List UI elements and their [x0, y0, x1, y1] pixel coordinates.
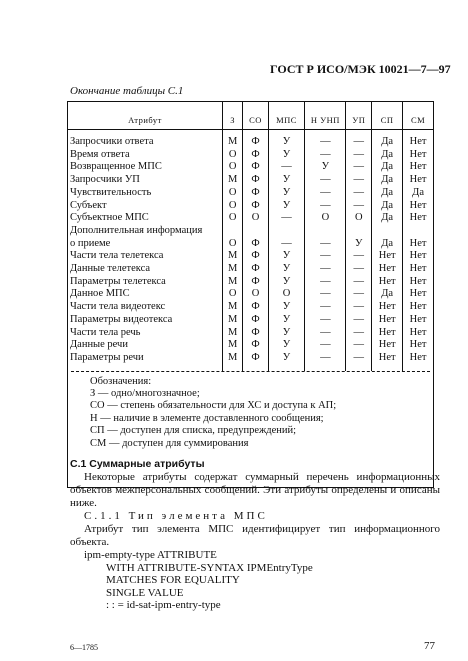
- attribute-name-cell: Возвращенное МПС: [70, 161, 162, 173]
- column-header: Атрибут: [68, 102, 223, 130]
- table-row: [68, 187, 433, 200]
- attribute-name-cell: Параметры речи: [70, 351, 144, 363]
- table-cell: —: [346, 136, 372, 149]
- table-cell: —: [268, 161, 305, 174]
- table-cell: М: [223, 174, 243, 187]
- table-cell: —: [305, 263, 346, 276]
- table-row: [68, 339, 433, 352]
- table-cell: У: [305, 161, 346, 174]
- table-cell: О: [223, 187, 243, 200]
- table-cell: Ф: [243, 200, 268, 213]
- table-cell: Да: [372, 212, 403, 225]
- table-cell: Ф: [243, 263, 268, 276]
- table-header-row: [68, 102, 433, 130]
- table-cell: Ф: [243, 187, 268, 200]
- table-cell: [268, 225, 305, 238]
- table-cell: М: [223, 136, 243, 149]
- table-cell: Ф: [243, 161, 268, 174]
- legend-item: СП — доступен для списка, предупреждений;: [90, 425, 297, 437]
- table-cell: —: [305, 174, 346, 187]
- table-cell: —: [305, 200, 346, 213]
- table-cell: Ф: [243, 149, 268, 162]
- table-cell: Нет: [403, 339, 433, 352]
- table-cell: Да: [372, 288, 403, 301]
- table-row: [68, 200, 433, 213]
- attribute-name-cell: Параметры телетекса: [70, 275, 166, 287]
- table-row: [68, 314, 433, 327]
- table-cell: Нет: [403, 263, 433, 276]
- legend-notes: [68, 372, 433, 450]
- table-cell: У: [268, 339, 305, 352]
- table-cell: У: [268, 301, 305, 314]
- table-cell: —: [305, 250, 346, 263]
- table-row: [68, 212, 433, 225]
- table-cell: Ф: [243, 250, 268, 263]
- table-cell: Ф: [243, 238, 268, 251]
- table-cell: —: [268, 238, 305, 251]
- table-cell: Нет: [403, 250, 433, 263]
- table-cell: О: [243, 288, 268, 301]
- table-cell: Ф: [243, 301, 268, 314]
- table-cell: [243, 225, 268, 238]
- table-cell: —: [346, 200, 372, 213]
- table-cell: У: [268, 136, 305, 149]
- table-cell: М: [223, 352, 243, 371]
- table-cell: М: [223, 263, 243, 276]
- table-row: [68, 174, 433, 187]
- table-cell: О: [223, 238, 243, 251]
- table-cell: Да: [372, 161, 403, 174]
- table-cell: —: [305, 187, 346, 200]
- table-cell: М: [223, 250, 243, 263]
- legend-item: СМ — доступен для суммирования: [90, 437, 249, 449]
- code-line: ipm-empty-type ATTRIBUTE: [84, 549, 217, 561]
- table-cell: —: [346, 250, 372, 263]
- table-cell: М: [223, 339, 243, 352]
- code-line: WITH ATTRIBUTE-SYNTAX IPMEntryType: [106, 561, 313, 574]
- table-cell: Ф: [243, 339, 268, 352]
- table-cell: Нет: [403, 352, 433, 371]
- table-cell: У: [268, 174, 305, 187]
- table-row: [68, 263, 433, 276]
- table-cell: —: [346, 301, 372, 314]
- table-cell: —: [305, 288, 346, 301]
- table-cell: Нет: [372, 263, 403, 276]
- table-cell: Нет: [403, 301, 433, 314]
- legend-item: СО — степень обязательности для ХС и доступа к АП;: [90, 400, 337, 412]
- table-cell: —: [346, 187, 372, 200]
- attribute-name-cell: Субъект: [70, 199, 107, 211]
- table-cell: —: [346, 149, 372, 162]
- table-body: [68, 130, 433, 371]
- attribute-name-cell: Чувствительность: [70, 186, 152, 198]
- column-header: СО: [243, 102, 268, 130]
- column-header: Н УНП: [305, 102, 346, 130]
- table-cell: —: [346, 161, 372, 174]
- table-row: [68, 225, 433, 238]
- table-cell: —: [346, 314, 372, 327]
- table-cell: —: [346, 288, 372, 301]
- table-cell: Нет: [403, 314, 433, 327]
- table-cell: О: [243, 212, 268, 225]
- table-row: [68, 149, 433, 162]
- subsection-title: С.1.1 Тип элемента МПС: [84, 510, 268, 522]
- table-cell: Нет: [403, 136, 433, 149]
- table-cell: —: [346, 263, 372, 276]
- table-cell: О: [223, 288, 243, 301]
- table-cell: Ф: [243, 174, 268, 187]
- table-cell: Да: [372, 200, 403, 213]
- subsection-paragraph: Атрибут тип элемента МПС идентифицирует тип информационного объекта.: [70, 523, 440, 548]
- table-cell: [346, 225, 372, 238]
- table-cell: У: [268, 327, 305, 340]
- table-row: [68, 250, 433, 263]
- attribute-name-cell: Части тела видеотекс: [70, 301, 166, 313]
- table-cell: Нет: [403, 149, 433, 162]
- attribute-name-cell: Время ответа: [70, 148, 130, 160]
- code-line: SINGLE VALUE: [106, 586, 184, 599]
- table-cell: О: [223, 212, 243, 225]
- table-cell: Да: [372, 149, 403, 162]
- attributes-grid: [68, 102, 433, 371]
- table-cell: У: [268, 314, 305, 327]
- table-cell: [372, 225, 403, 238]
- table-cell: —: [305, 276, 346, 289]
- table-cell: Да: [372, 238, 403, 251]
- table-cell: —: [346, 276, 372, 289]
- table-cell: У: [268, 200, 305, 213]
- table-cell: Нет: [372, 352, 403, 371]
- table-cell: Ф: [243, 136, 268, 149]
- table-cell: М: [223, 314, 243, 327]
- table-cell: Ф: [243, 314, 268, 327]
- table-cell: У: [268, 276, 305, 289]
- table-row: [68, 238, 433, 251]
- table-cell: Нет: [372, 276, 403, 289]
- table-cell: М: [223, 276, 243, 289]
- legend-item: З — одно/многозначное;: [90, 388, 200, 400]
- table-cell: Нет: [403, 200, 433, 213]
- table-cell: Да: [372, 174, 403, 187]
- table-cell: —: [305, 238, 346, 251]
- table-cell: У: [268, 149, 305, 162]
- table-cell: Да: [403, 187, 433, 200]
- table-cell: —: [305, 327, 346, 340]
- table-row: [68, 288, 433, 301]
- legend-title: Обозначения:: [90, 375, 152, 387]
- section-body: [70, 458, 440, 612]
- table-cell: Нет: [403, 161, 433, 174]
- table-cell: Нет: [372, 301, 403, 314]
- table-cell: Нет: [372, 250, 403, 263]
- table-row: [68, 161, 433, 174]
- table-cell: Ф: [243, 276, 268, 289]
- table-cell: —: [346, 327, 372, 340]
- section-paragraph: Некоторые атрибуты содержат суммарный перечень информационных объектов межперсональных сообщений. Эти атрибуты определены и описаны ниже.: [70, 471, 440, 509]
- table-row: [68, 301, 433, 314]
- attribute-name-cell: Данное МПС: [70, 288, 130, 300]
- table-cell: —: [268, 212, 305, 225]
- table-cell: [223, 225, 243, 238]
- table-cell: Да: [372, 136, 403, 149]
- page-number: 77: [424, 640, 435, 652]
- table-cell: У: [268, 352, 305, 371]
- attribute-name-cell: Дополнительная информация: [70, 224, 203, 236]
- table-cell: О: [305, 212, 346, 225]
- table-cell: О: [223, 200, 243, 213]
- column-header: СП: [372, 102, 403, 130]
- column-header: СМ: [403, 102, 433, 130]
- table-cell: М: [223, 301, 243, 314]
- table-caption: Окончание таблицы С.1: [70, 85, 184, 97]
- table-cell: Нет: [403, 174, 433, 187]
- table-cell: У: [268, 263, 305, 276]
- table-cell: —: [305, 301, 346, 314]
- attribute-name-cell: Параметры видеотекса: [70, 313, 173, 325]
- section-title: С.1 Суммарные атрибуты: [70, 458, 205, 470]
- table-cell: О: [346, 212, 372, 225]
- table-cell: [305, 225, 346, 238]
- column-header: УП: [346, 102, 372, 130]
- table-cell: —: [305, 314, 346, 327]
- table-row: [68, 327, 433, 340]
- table-cell: —: [305, 339, 346, 352]
- table-cell: Нет: [403, 238, 433, 251]
- table-cell: Ф: [243, 327, 268, 340]
- table-cell: Нет: [372, 339, 403, 352]
- column-header: МПС: [268, 102, 305, 130]
- attribute-name-cell: Субъектное МПС: [70, 212, 149, 224]
- table-cell: [403, 225, 433, 238]
- attribute-name-cell: Запросчики ответа: [70, 136, 154, 147]
- table-row: [68, 352, 433, 371]
- attribute-name-cell: Части тела телетекса: [70, 250, 164, 262]
- attribute-name-cell: о приеме: [70, 237, 111, 249]
- table-cell: У: [346, 238, 372, 251]
- code-line: MATCHES FOR EQUALITY: [106, 574, 240, 586]
- table-cell: О: [223, 149, 243, 162]
- asn1-definition: [70, 549, 440, 612]
- attributes-table: [67, 101, 434, 488]
- table-cell: Нет: [403, 327, 433, 340]
- attribute-name-cell: Данные речи: [70, 339, 128, 351]
- column-header: З: [223, 102, 243, 130]
- code-line: : : = id-sat-ipm-entry-type: [106, 599, 221, 611]
- table-cell: О: [223, 161, 243, 174]
- table-row: [68, 276, 433, 289]
- table-cell: О: [268, 288, 305, 301]
- attribute-name-cell: Части тела речь: [70, 326, 141, 338]
- table-cell: —: [305, 352, 346, 371]
- table-cell: —: [346, 174, 372, 187]
- footer-code: 6—1785: [70, 643, 98, 652]
- table-cell: Нет: [403, 212, 433, 225]
- table-cell: Нет: [403, 288, 433, 301]
- attribute-name-cell: Данные телетекса: [70, 263, 151, 275]
- table-cell: М: [223, 327, 243, 340]
- table-cell: У: [268, 250, 305, 263]
- table-cell: —: [305, 149, 346, 162]
- table-cell: —: [346, 352, 372, 371]
- document-header: ГОСТ Р ИСО/МЭК 10021—7—97: [270, 62, 451, 76]
- table-cell: У: [268, 187, 305, 200]
- table-cell: Да: [372, 187, 403, 200]
- table-cell: Нет: [372, 327, 403, 340]
- legend-item: Н — наличие в элементе доставленного сообщения;: [90, 412, 324, 424]
- attribute-name-cell: Запросчики УП: [70, 174, 140, 186]
- table-row: [68, 136, 433, 149]
- table-cell: —: [346, 339, 372, 352]
- table-cell: Ф: [243, 352, 268, 371]
- table-cell: Нет: [372, 314, 403, 327]
- table-cell: Нет: [403, 276, 433, 289]
- table-cell: —: [305, 136, 346, 149]
